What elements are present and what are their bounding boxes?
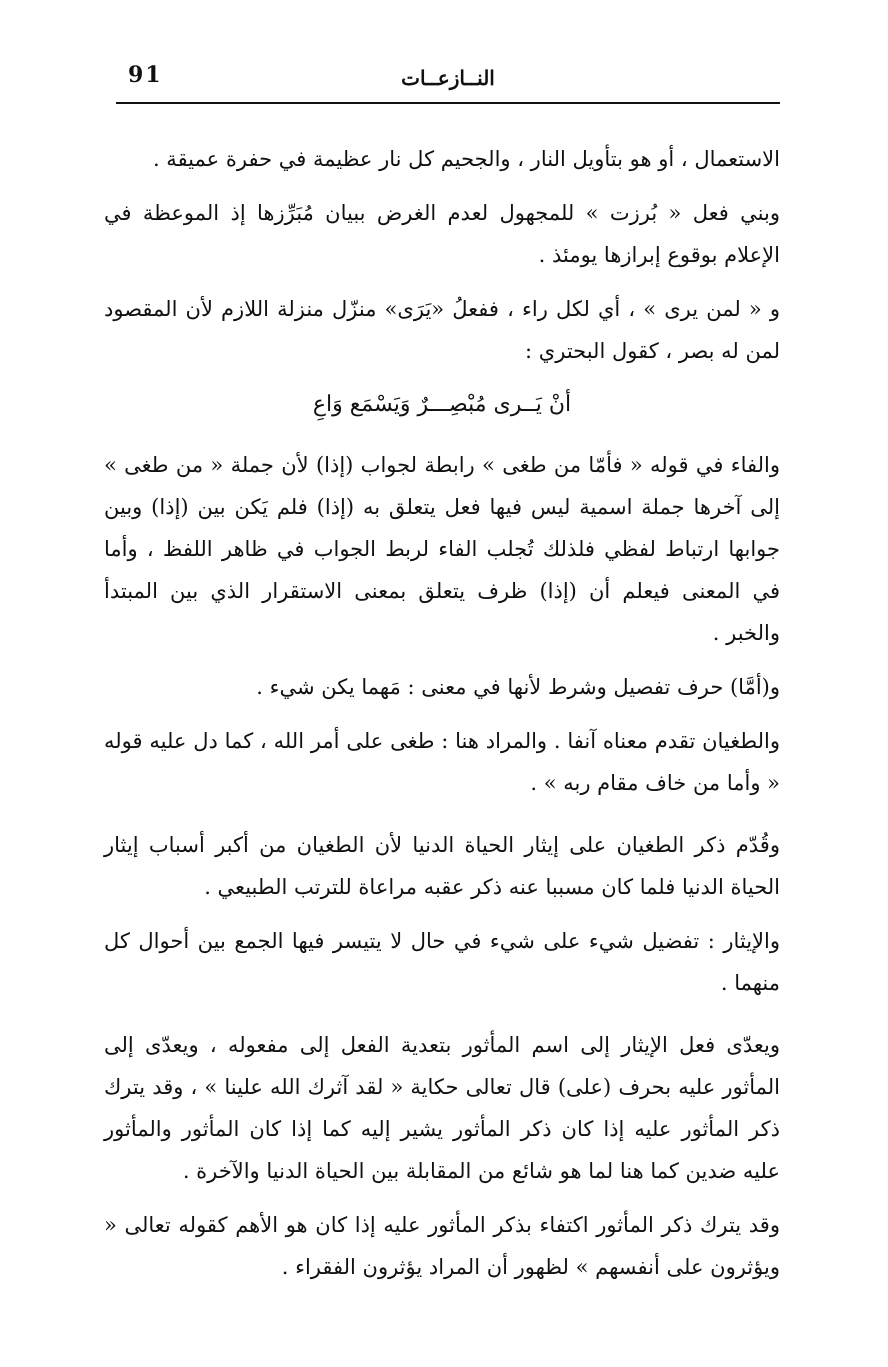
paragraph: والفاء في قوله « فأمّا من طغى » رابطة لجواب (إذا) لأن جملة « من طغى » إلى آخرها جملة اسمية ليس فيها فعل يتعلق به (إذا) فلم يَكن بين (إذا) وبين جوابها ارتباط لفظي فلذلك تُجلب الفاء لربط الجواب في ظاهر اللفظ ، وأما في المعنى فيعلم أن (إذا) ظرف يتعلق بمعنى الاستقرار الذي بين المبتدأ والخبر .: [104, 453, 780, 645]
body-text: [104, 138, 780, 1300]
paragraph: وقد يترك ذكر المأثور اكتفاء بذكر المأثور عليه إذا كان هو الأهم كقوله تعالى « ويؤثرون على أنفسهم » لظهور أن المراد يؤثرون الفقراء .: [104, 1213, 780, 1279]
paragraph: و(أمَّا) حرف تفصيل وشرط لأنها في معنى : مَهما يكن شيء .: [256, 675, 780, 699]
paragraph: وبني فعل « بُرزت » للمجهول لعدم الغرض ببيان مُبَرِّزها إذ الموعظة في الإعلام بوقوع إبرازها يومئذ .: [104, 201, 780, 267]
poetry-verse: أنْ يَــرى مُبْصِـــرٌ وَيَسْمَع وَاعِ: [312, 392, 572, 417]
page-header: [116, 60, 780, 104]
running-title: النــازعــات: [401, 66, 495, 90]
paragraph: ويعدّى فعل الإيثار إلى اسم المأثور بتعدية الفعل إلى مفعوله ، ويعدّى إلى المأثور عليه بحرف (على) قال تعالى حكاية « لقد آثرك الله علينا » ، وقد يترك ذكر المأثور عليه إذا كان ذكر المأثور يشير إليه كما إذا كان المأثور والمأثور عليه ضدين كما هنا لما هو شائع من المقابلة بين الحياة الدنيا والآخرة .: [104, 1033, 780, 1183]
page-number: 91: [128, 62, 163, 88]
paragraph: والإيثار : تفضيل شيء على شيء في حال لا يتيسر فيها الجمع بين أحوال كل منهما .: [104, 929, 780, 995]
paragraph: الاستعمال ، أو هو بتأويل النار ، والجحيم كل نار عظيمة في حفرة عميقة .: [152, 147, 780, 171]
paragraph: وقُدّم ذكر الطغيان على إيثار الحياة الدنيا لأن الطغيان من أكبر أسباب إيثار الحياة الدنيا فلما كان مسببا عنه ذكر عقبه مراعاة للترتب الطبيعي .: [104, 833, 780, 899]
paragraph: و « لمن يرى » ، أي لكل راء ، ففعلُ «يَرَى» منزّل منزلة اللازم لأن المقصود لمن له بصر ، كقول البحتري :: [104, 297, 780, 363]
paragraph: والطغيان تقدم معناه آنفا . والمراد هنا : طغى على أمر الله ، كما دل عليه قوله « وأما من خاف مقام ربه » .: [104, 729, 780, 795]
